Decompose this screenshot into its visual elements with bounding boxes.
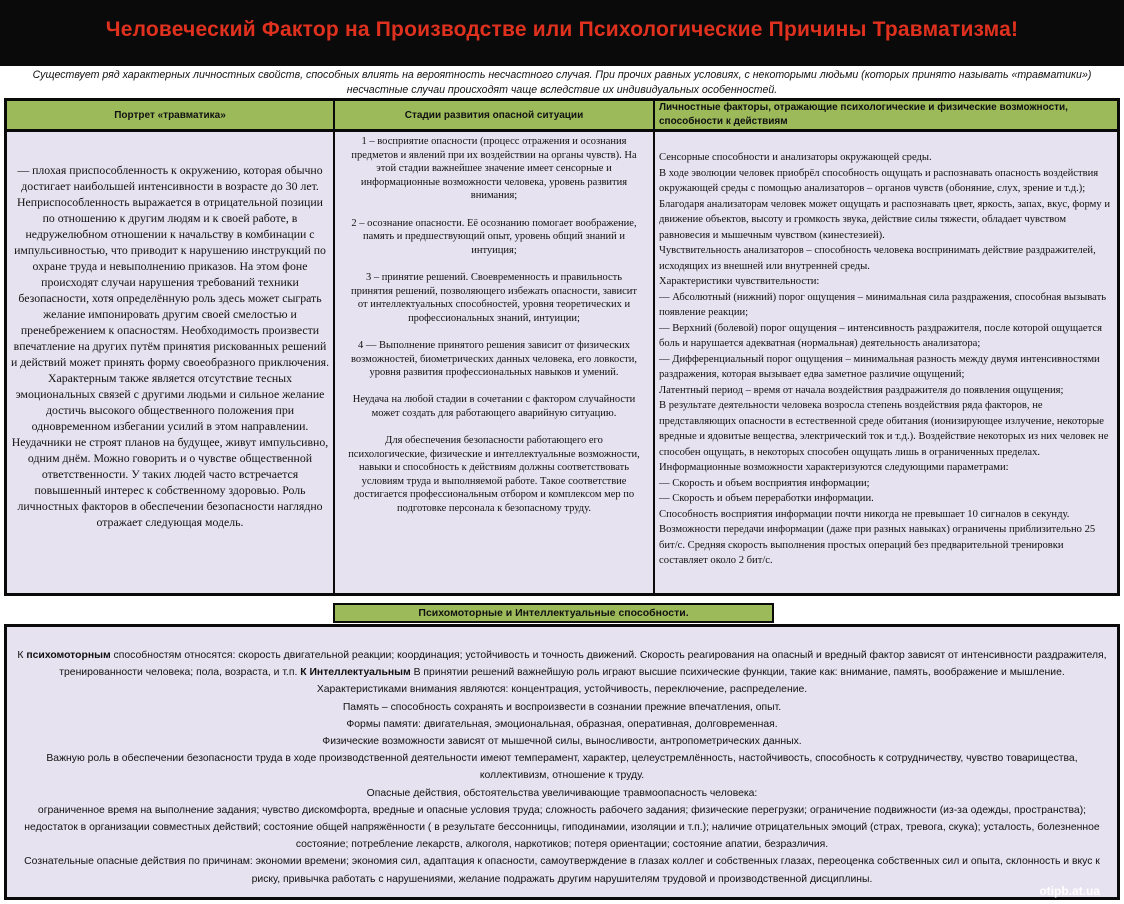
site-watermark: otipb.at.ua [1039, 884, 1100, 898]
text-span: В принятии решений важнейшую роль играют высшие психические функции, такие как: внимание, память, воображение и мышление. [410, 667, 1065, 679]
info-table [4, 98, 1120, 596]
stage-item: 3 – принятие решений. Своевременность и правильность принятия решений, позволяющего избежать опасности, зависит от интеллектуальных способностей, уровня теоретических и профессиональных знаний, интуиции; [351, 271, 637, 324]
factor-line: — Дифференциальный порог ощущения – минимальная разность между двумя интенсивностями раздражения, которая вызывает едва заметное различие ощущений; [659, 353, 1100, 380]
bold-term: К Интеллектуальным [300, 667, 411, 679]
abilities-line: Физические возможности зависят от мышечной силы, выносливости, антропометрических данных. [322, 736, 802, 748]
bold-term: психомоторным [26, 650, 111, 661]
abilities-line: Опасные действия, обстоятельства увеличивающие травмоопасность человека: [366, 787, 758, 799]
factor-line: Латентный период – время от начала воздействия раздражителя до появления ощущения; [659, 384, 1064, 396]
factor-line: — Скорость и объем переработки информации. [659, 493, 874, 504]
factor-line: Чувствительность анализаторов – способность человека воспринимать действие раздражителей, исходящих из внешней или внутренней среды. [659, 245, 1096, 272]
stage-item: 2 – осознание опасности. Её осознанию помогает воображение, память и предшествующий опыт, уровень общий знаний и интуиция; [351, 217, 637, 256]
factor-line: Благодаря анализаторам человек может ощущать и распознавать цвет, яркость, запах, вкус, форму и движение объектов, высоту и громкость звука, действие силы тяжести, обладает чувством равновесия и мышечным чувством (кинестезией). [659, 198, 1110, 241]
factors-list [655, 132, 1117, 593]
header-col-portrait: Портрет «травматика» [7, 101, 333, 129]
factor-line: — Абсолютный (нижний) порог ощущения – минимальная сила раздражения, способная вызывать появление реакции; [659, 291, 1107, 318]
page-title: Человеческий Фактор на Производстве или Психологические Причины Травматизма! [105, 18, 1019, 41]
factor-line: — Скорость и объем восприятия информации; [659, 477, 870, 489]
abilities-line: Сознательные опасные действия по причинам: экономии времени; экономия сил, адаптация к опасности, самоутверждение в глазах коллег и собственных глазах, переоценка собственных сил и опыта, склонность и вкус к риску, привычка работать с нарушениями, желание подражать другим нарушителям трудовой и производственной дисциплины. [24, 856, 1100, 885]
abilities-line: Формы памяти: двигательная, эмоциональная, образная, оперативная, долговременная. [346, 718, 778, 730]
factor-line: — Верхний (болевой) порог ощущения – интенсивность раздражителя, после которой ощущается боль и нарушается адекватная (нормальная) деятельность анализатора; [659, 322, 1102, 349]
abilities-intro [13, 647, 1111, 681]
text-span: способностям относятся: скорость двигательной реакции; координация; устойчивость и точность движений. Скорость реагирования на опасный и вредный фактор зависят от интенсивности раздражителя, тренированности человека; пола, возраста, и т.п. [59, 650, 1107, 679]
stage-note: Неудача на любой стадии в сочетании с фактором случайности может создать для работающего аварийную ситуацию. [352, 394, 636, 419]
header-col-factors: Личностные факторы, отражающие психологические и физические возможности, способности к действиям [655, 101, 1117, 129]
stage-note: Для обеспечения безопасности работающего его психологические, физические и интеллектуальные возможности, навыки и способность к действиям должны соответствовать условиям труда и выполняемой работе. Такое соответствие достигается профессиональным отбором и комплексом мер по подготовке персонала к безопасному труду. [348, 435, 640, 515]
section-subheading: Психомоторные и Интеллектуальные способности. [333, 603, 774, 623]
intro-text: Существует ряд характерных личностных свойств, способных влиять на вероятность несчастного случая. При прочих равных условиях, с некоторыми людьми (которых принято называть «травматики») несчастные случаи происходят чаще вследствие их индивидуальных особенностей. [32, 69, 1092, 96]
abilities-section [4, 624, 1120, 900]
abilities-text [7, 627, 1117, 897]
factor-line: Информационные возможности характеризуются следующими параметрами: [659, 462, 1009, 473]
portrait-text: — плохая приспособленность к окружению, которая обычно достигает наибольшей интенсивности в возрасте до 30 лет. Неприспособленность выражается в отрицательной позиции по отношению к другим людям и к своей работе, в недружелюбном отношении к начальству в комбинации с импульсивностью, что приводит к нарушению инструкций по охране труда и невыполнению приказов. На этом фоне происходят случаи нарушения требований техники безопасности, хотя определённую роль здесь может сыграть желание импонировать другим своей смелостью и пренебрежением к опасностям. Необходимость произвести впечатление на других путём принятия рискованных решений и действий может принять форму своеобразного приключения. Характерным также является отсутствие тесных эмоциональных связей с другими людьми и сильное желание достичь высокого общественного положения при одновременном избегании усилий в этом направлении. Неудачники не строят планов на будущее, живут импульсивно, одним днём. Можно говорить и о чувстве общественной ответственности. У таких людей часто встречается повышенный интерес к собственному здоровью. Роль личностных факторов в обеспечении безопасности наглядно отражает следующая модель. [7, 132, 333, 593]
abilities-line: Память – способность сохранять и воспроизвести в сознании прежние впечатления, опыт. [342, 701, 782, 713]
stage-item: 4 — Выполнение принятого решения зависит от физических возможностей, биометрических данных человека, его ловкости, уровня развития профессиональных навыков и умений. [351, 339, 637, 379]
abilities-line: ограниченное время на выполнение задания; чувство дискомфорта, вредные и опасные условия труда; сложность рабочего задания; физические перегрузки; ограничение подвижности (из-за одежды, пространства); недостаток в организации совместных действий; состояние общей напряжённости ( в результате бессонницы, гиподинамии, изоляции и т.п.); наличие отрицательных эмоций (страх, тревога, скука); усталость, болезненное состояние; потребление лекарств, алкоголя, наркотиков; потеря ориентации; состояние апатии, безразличия. [24, 804, 1100, 851]
factor-line: Сенсорные способности и анализаторы окружающей среды. [659, 152, 932, 163]
abilities-line: Важную роль в обеспечении безопасности труда в ходе производственной деятельности имеют темперамент, характер, целеустремлённость, настойчивость, способность к сотрудничеству, чувство товарищества, коллективизм, отношение к труду. [46, 753, 1078, 782]
stage-item: 1 – восприятие опасности (процесс отражения и осознания предметов и явлений при их воздействии на органы чувств). На этой стадии важнейшее значение имеет сенсорные и информационные возможности человека, уровень развития внимания; [351, 136, 637, 202]
factor-line: В результате деятельности человека возросла степень воздействия ряда факторов, не представляющих опасности в естественной среде обитания (ионизирующее излучение, некоторые вредные и ядовитые вещества, электрический ток и т.д.). Воздействие некоторых из них человек не способен ощущать, в некоторых способен ощущать лишь в ограниченных пределах. [659, 400, 1109, 458]
header-col-stages: Стадии развития опасной ситуации [335, 101, 653, 129]
factor-line: В ходе эволюции человек приобрёл способность ощущать и распознавать опасность воздействия окружающей среды с помощью анализаторов – органов чувств (обоняние, слух, зрение и т.д.); [659, 167, 1099, 194]
text-span: К [17, 650, 27, 661]
factor-line: Способность восприятия информации почти никогда не превышает 10 сигналов в секунду. Возможности передачи информации (даже при разных навыках) ограничены приблизительно 25 бит/с. Средняя скорость выполнения простых операций без предварительной тренировки составляет около 2 бит/с. [659, 508, 1096, 566]
abilities-line: Характеристиками внимания являются: концентрация, устойчивость, переключение, распределение. [316, 684, 808, 696]
header-banner [0, 0, 1124, 66]
factor-line: Характеристики чувствительности: [659, 276, 820, 287]
stages-list [335, 132, 653, 593]
